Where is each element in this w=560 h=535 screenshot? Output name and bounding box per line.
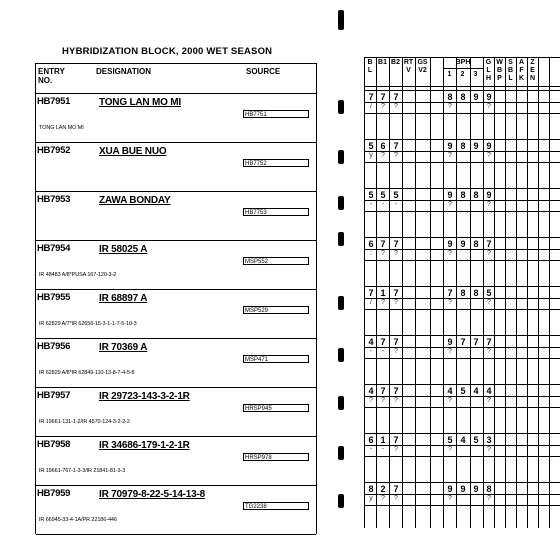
- entries-table: [35, 63, 317, 534]
- grid-line: [505, 57, 506, 528]
- score-mark: ?: [448, 103, 452, 110]
- grid-line: [364, 407, 560, 408]
- header-divider: [36, 93, 316, 94]
- grid-line: [364, 57, 560, 58]
- grid-line: [364, 162, 560, 163]
- score-mark: ?: [381, 495, 385, 502]
- binder-hole: [338, 100, 344, 114]
- grid-line: [364, 90, 560, 91]
- score-value: 9: [447, 484, 453, 494]
- score-mark: -: [369, 446, 373, 453]
- score-value: 7: [486, 337, 492, 347]
- pedigree: IR 48483 A/8*PUSA 167-120-3-2: [39, 272, 117, 278]
- score-value: 7: [393, 337, 399, 347]
- binder-hole: [338, 396, 344, 410]
- page-title: HYBRIDIZATION BLOCK, 2000 WET SEASON: [62, 46, 273, 57]
- bph-sub-header: 2: [460, 71, 465, 78]
- score-mark: ?: [448, 397, 452, 404]
- row-divider: [36, 436, 316, 437]
- score-mark: ?: [394, 152, 398, 159]
- score-value: 8: [460, 190, 466, 200]
- entry-no: HB7957: [37, 390, 71, 401]
- score-value: 9: [486, 190, 492, 200]
- source-box: MSP529: [243, 306, 309, 314]
- score-value: 9: [460, 239, 466, 249]
- score-value: 4: [460, 435, 466, 445]
- score-mark: -: [394, 201, 398, 208]
- grid-line: [443, 57, 444, 528]
- score-mark: /: [370, 103, 372, 110]
- score-mark: -: [381, 348, 385, 355]
- score-mark: y: [369, 152, 373, 159]
- score-mark: ?: [448, 299, 452, 306]
- pedigree: IR 62829 A/7*IR 62656-15-3-1-1-7-5-10-3: [39, 321, 137, 327]
- score-header: A F K: [518, 59, 525, 82]
- grid-line: [364, 139, 560, 140]
- source-box: MSP552: [243, 257, 309, 265]
- score-mark: ?: [394, 348, 398, 355]
- grid-line: [364, 309, 560, 310]
- score-mark: ?: [487, 397, 491, 404]
- source-box: TG2238: [243, 502, 309, 510]
- designation: IR 29723-143-3-2-1R: [99, 391, 190, 402]
- score-mark: :: [370, 250, 372, 257]
- entry-no: HB7952: [37, 145, 71, 156]
- score-header: S B L: [507, 59, 514, 82]
- score-value: 6: [380, 141, 386, 151]
- grid-line: [402, 57, 403, 528]
- grid-line: [364, 335, 560, 336]
- designation: ZAWA BONDAY: [99, 195, 171, 206]
- score-value: 2: [380, 484, 386, 494]
- grid-line: [549, 57, 550, 528]
- binder-hole: [338, 196, 344, 210]
- binder-hole: [338, 150, 344, 164]
- grid-line: [443, 68, 483, 69]
- score-value: 4: [368, 337, 374, 347]
- entry-no: HB7953: [37, 194, 71, 205]
- score-value: 7: [380, 337, 386, 347]
- grid-line: [415, 57, 416, 528]
- score-header: RT V: [403, 59, 414, 74]
- grid-line: [364, 211, 560, 212]
- score-mark: ?: [448, 446, 452, 453]
- score-value: 7: [393, 484, 399, 494]
- score-mark: ?: [381, 250, 385, 257]
- score-mark: ?: [487, 201, 491, 208]
- score-value: 4: [447, 386, 453, 396]
- grid-line: [364, 57, 365, 528]
- score-value: 7: [380, 386, 386, 396]
- grid-line: [364, 433, 560, 434]
- grid-line: [527, 57, 528, 528]
- score-header: W B P: [496, 59, 503, 82]
- score-value: 9: [447, 141, 453, 151]
- grid-line: [364, 482, 560, 483]
- score-mark: -: [381, 201, 385, 208]
- grid-line: [516, 57, 517, 528]
- score-grid: [364, 57, 560, 528]
- score-value: 8: [486, 484, 492, 494]
- score-mark: -: [369, 348, 373, 355]
- binder-hole: [338, 494, 344, 508]
- pedigree: IR 19661-767-1-3-3/IR 21841-81-3-3: [39, 468, 126, 474]
- score-value: 9: [447, 337, 453, 347]
- score-value: 1: [380, 435, 386, 445]
- score-value: 7: [393, 141, 399, 151]
- grid-line: [364, 358, 560, 359]
- score-mark: ?: [394, 495, 398, 502]
- row-divider: [36, 387, 316, 388]
- score-mark: y: [369, 495, 373, 502]
- grid-line: [364, 86, 560, 87]
- pedigree: IR 19661-131-1-2/IR 4570-124-3-2-2-2: [39, 419, 130, 425]
- entry-no: HB7956: [37, 341, 71, 352]
- pedigree: IR 62829 A/8*IR 62849-110-13-8-7-4-5-8: [39, 370, 135, 376]
- score-value: 8: [460, 92, 466, 102]
- score-mark: ?: [487, 152, 491, 159]
- score-mark: -: [369, 201, 373, 208]
- entry-no: HB7951: [37, 96, 71, 107]
- binder-hole: [338, 446, 344, 460]
- designation: XUA BUE NUO: [99, 146, 167, 157]
- score-header: B2: [391, 59, 400, 66]
- grid-line: [456, 57, 457, 528]
- grid-line: [364, 505, 560, 506]
- source-box: HB7752: [243, 159, 309, 167]
- score-value: 5: [460, 386, 466, 396]
- score-header: GS V2: [417, 59, 428, 74]
- score-value: 8: [447, 92, 453, 102]
- score-value: 6: [368, 239, 374, 249]
- score-value: 7: [380, 92, 386, 102]
- designation: TONG LAN MO MI: [99, 97, 182, 108]
- score-value: 5: [393, 190, 399, 200]
- score-mark: /: [370, 299, 372, 306]
- score-mark: ?: [448, 152, 452, 159]
- score-mark: ?: [487, 103, 491, 110]
- row-divider: [36, 240, 316, 241]
- bph-sub-header: 3: [473, 71, 478, 78]
- score-mark: ?: [487, 250, 491, 257]
- score-value: 5: [473, 435, 479, 445]
- row-divider: [36, 142, 316, 143]
- score-value: 5: [368, 141, 374, 151]
- score-value: 8: [473, 288, 479, 298]
- score-value: 7: [368, 288, 374, 298]
- score-value: 7: [368, 92, 374, 102]
- score-value: 3: [486, 435, 492, 445]
- score-value: 7: [473, 337, 479, 347]
- score-mark: ?: [487, 446, 491, 453]
- score-value: 9: [460, 484, 466, 494]
- score-value: 7: [447, 288, 453, 298]
- score-mark: ?: [448, 495, 452, 502]
- entry-no: HB7954: [37, 243, 71, 254]
- score-mark: ?: [448, 250, 452, 257]
- designation: IR 58025 A: [99, 244, 148, 255]
- binder-hole: [338, 10, 344, 30]
- score-mark: ?: [394, 446, 398, 453]
- source-box: HB7753: [243, 208, 309, 216]
- score-value: 5: [447, 435, 453, 445]
- grid-line: [364, 188, 560, 189]
- score-value: 9: [486, 141, 492, 151]
- score-value: 7: [393, 386, 399, 396]
- source-box: HB7751: [243, 110, 309, 118]
- designation: IR 68897 A: [99, 293, 148, 304]
- binder-hole: [338, 296, 344, 310]
- score-value: 4: [486, 386, 492, 396]
- score-value: 9: [473, 92, 479, 102]
- score-value: 7: [486, 239, 492, 249]
- score-mark: ?: [381, 152, 385, 159]
- score-value: 7: [393, 92, 399, 102]
- score-value: 8: [368, 484, 374, 494]
- score-value: 8: [473, 190, 479, 200]
- pedigree: TONG LAN MO MI: [39, 125, 84, 131]
- pedigree: IR 66945-33-4-1A/PR 22186-446: [39, 517, 117, 523]
- score-header: B1: [378, 59, 387, 66]
- grid-line: [364, 286, 560, 287]
- score-value: 7: [460, 337, 466, 347]
- score-value: 9: [473, 141, 479, 151]
- grid-line: [538, 57, 539, 528]
- score-value: 7: [393, 435, 399, 445]
- score-header: Z E N: [529, 59, 536, 82]
- row-divider: [36, 191, 316, 192]
- row-divider: [36, 338, 316, 339]
- grid-line: [364, 113, 560, 114]
- designation: IR 34686-179-1-2-1R: [99, 440, 190, 451]
- score-mark: -: [381, 446, 385, 453]
- score-header: BPH: [455, 59, 471, 66]
- score-value: 8: [460, 141, 466, 151]
- source-box: MSP471: [243, 355, 309, 363]
- grid-line: [376, 57, 377, 528]
- score-mark: ?: [448, 348, 452, 355]
- grid-line: [494, 57, 495, 528]
- score-mark: ?: [381, 299, 385, 306]
- grid-line: [364, 384, 560, 385]
- score-mark: ?: [394, 397, 398, 404]
- score-header: G L H: [485, 59, 492, 82]
- score-header: B L: [367, 59, 373, 74]
- score-mark: ?: [381, 103, 385, 110]
- score-value: 4: [368, 386, 374, 396]
- score-mark: ?: [394, 103, 398, 110]
- score-mark: ?: [448, 201, 452, 208]
- entry-no-header: ENTRY NO.: [38, 67, 65, 85]
- score-mark: ?: [487, 348, 491, 355]
- grid-line: [389, 57, 390, 528]
- score-mark: ?: [394, 299, 398, 306]
- score-value: 7: [393, 288, 399, 298]
- grid-line: [364, 260, 560, 261]
- designation: IR 70369 A: [99, 342, 148, 353]
- score-value: 9: [486, 92, 492, 102]
- score-value: 9: [473, 484, 479, 494]
- entry-no: HB7958: [37, 439, 71, 450]
- score-value: 8: [460, 288, 466, 298]
- source-box: HRSP945: [243, 404, 309, 412]
- score-value: 1: [380, 288, 386, 298]
- grid-line: [364, 237, 560, 238]
- score-mark: ?: [369, 397, 373, 404]
- source-header: SOURCE: [246, 67, 281, 76]
- source-box: HRSP978: [243, 453, 309, 461]
- score-value: 5: [380, 190, 386, 200]
- score-mark: ?: [394, 250, 398, 257]
- entry-no: HB7955: [37, 292, 71, 303]
- score-mark: ?: [487, 495, 491, 502]
- score-value: 5: [486, 288, 492, 298]
- designation: IR 70979-8-22-5-14-13-8: [99, 489, 206, 500]
- row-divider: [36, 289, 316, 290]
- score-value: 7: [380, 239, 386, 249]
- designation-header: DESIGNATION: [96, 67, 151, 76]
- binder-hole: [338, 348, 344, 362]
- score-value: 8: [473, 239, 479, 249]
- score-value: 4: [473, 386, 479, 396]
- grid-line: [364, 456, 560, 457]
- score-value: 5: [368, 190, 374, 200]
- score-value: 9: [447, 190, 453, 200]
- score-value: 9: [447, 239, 453, 249]
- bph-sub-header: 1: [447, 71, 452, 78]
- score-value: 6: [368, 435, 374, 445]
- binder-hole: [338, 232, 344, 246]
- score-mark: ?: [381, 397, 385, 404]
- entry-no: HB7959: [37, 488, 71, 499]
- grid-line: [430, 57, 431, 528]
- row-divider: [36, 485, 316, 486]
- score-mark: ?: [487, 299, 491, 306]
- score-value: 7: [393, 239, 399, 249]
